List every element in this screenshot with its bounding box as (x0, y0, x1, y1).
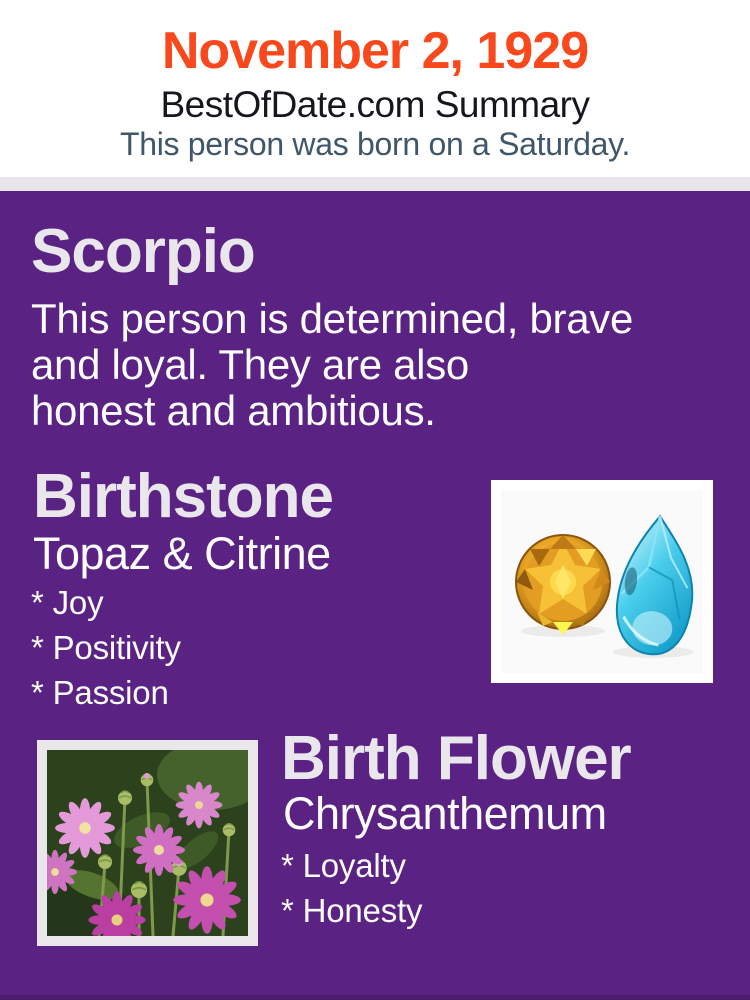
gemstones-photo (491, 480, 713, 683)
site-summary-label: BestOfDate.com Summary (160, 84, 590, 125)
zodiac-description (31, 296, 633, 434)
birth-flower-heading: Birth Flower (281, 724, 631, 793)
born-on-weekday-text: This person was born on a Saturday. (119, 126, 631, 162)
birthstone-trait-list (31, 580, 181, 715)
zodiac-description-line: and loyal. They are also (31, 341, 469, 388)
page-title: November 2, 1929 (161, 22, 589, 80)
birthstone-name: Topaz & Citrine (33, 528, 331, 579)
footer-bar (0, 995, 750, 1000)
birthstone-trait: * Positivity (31, 629, 181, 666)
birthstone-trait: * Passion (31, 674, 169, 711)
birth-flower-name: Chrysanthemum (283, 788, 607, 839)
chrysanthemum-illustration (47, 750, 248, 936)
header-divider (0, 177, 750, 191)
zodiac-description-line: honest and ambitious. (31, 387, 436, 434)
birth-flower-trait: * Honesty (281, 892, 423, 929)
chrysanthemum-photo (37, 740, 258, 946)
birth-flower-trait-list (281, 843, 422, 933)
zodiac-description-line: This person is determined, brave (31, 295, 634, 342)
birthstone-trait: * Joy (31, 584, 104, 621)
birthstone-heading: Birthstone (33, 462, 333, 531)
zodiac-heading: Scorpio (31, 217, 255, 286)
gemstones-illustration (501, 490, 703, 673)
birth-flower-trait: * Loyalty (281, 847, 406, 884)
